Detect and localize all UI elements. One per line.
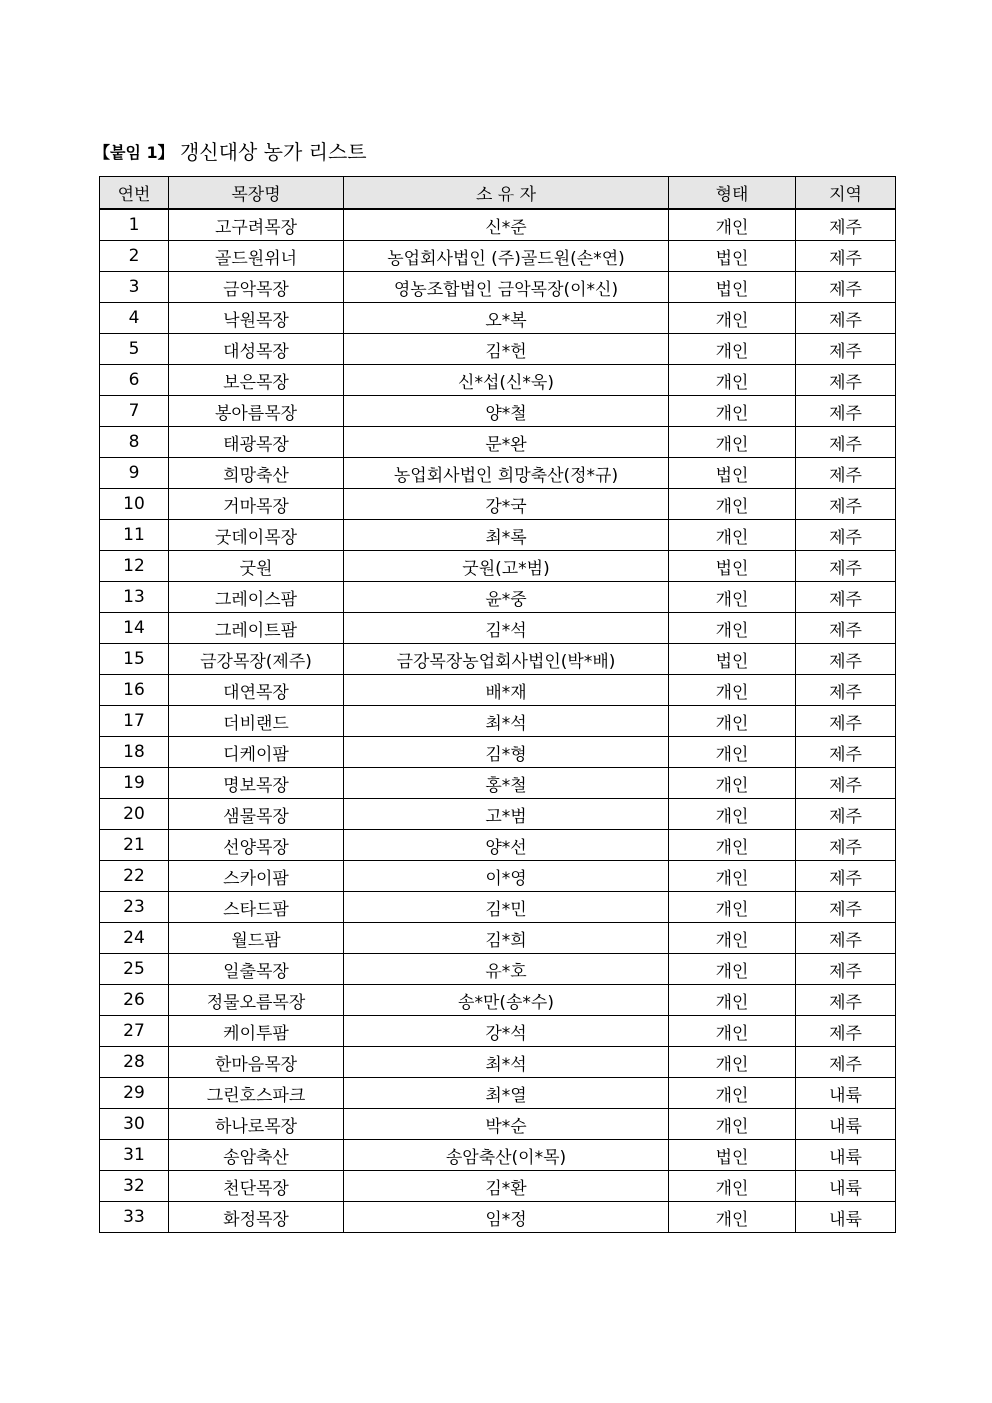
cell-farm-name: 그린호스파크 [169,1078,344,1109]
cell-region: 제주 [796,241,896,272]
cell-region: 제주 [796,985,896,1016]
cell-type: 개인 [669,365,796,396]
cell-type: 개인 [669,520,796,551]
cell-number: 4 [100,303,169,334]
cell-region: 제주 [796,737,896,768]
cell-region: 제주 [796,303,896,334]
table-row [100,582,896,613]
cell-farm-name: 디케이팜 [169,737,344,768]
table-row [100,830,896,861]
table-row [100,365,896,396]
cell-farm-name: 금강목장(제주) [169,644,344,675]
cell-farm-name: 송암축산 [169,1140,344,1171]
header-region: 지역 [796,177,896,210]
cell-owner: 문*완 [344,427,669,458]
cell-number: 17 [100,706,169,737]
cell-farm-name: 고구려목장 [169,209,344,241]
cell-number: 3 [100,272,169,303]
table-row [100,675,896,706]
cell-type: 개인 [669,1078,796,1109]
table-row [100,799,896,830]
cell-farm-name: 그레이스팜 [169,582,344,613]
cell-farm-name: 일출목장 [169,954,344,985]
cell-farm-name: 태광목장 [169,427,344,458]
cell-type: 개인 [669,799,796,830]
cell-region: 제주 [796,582,896,613]
cell-number: 28 [100,1047,169,1078]
cell-owner: 신*섭(신*욱) [344,365,669,396]
cell-farm-name: 굿원 [169,551,344,582]
header-type: 형태 [669,177,796,210]
cell-region: 제주 [796,861,896,892]
cell-farm-name: 선양목장 [169,830,344,861]
table-row [100,923,896,954]
cell-number: 13 [100,582,169,613]
table-row [100,644,896,675]
cell-owner: 임*정 [344,1202,669,1233]
cell-number: 15 [100,644,169,675]
cell-type: 개인 [669,675,796,706]
table-row [100,1047,896,1078]
table-row [100,1171,896,1202]
table-row [100,1109,896,1140]
cell-owner: 굿원(고*범) [344,551,669,582]
table-row [100,551,896,582]
cell-farm-name: 보은목장 [169,365,344,396]
cell-number: 29 [100,1078,169,1109]
cell-region: 제주 [796,396,896,427]
cell-region: 제주 [796,675,896,706]
cell-region: 제주 [796,613,896,644]
cell-number: 32 [100,1171,169,1202]
cell-type: 개인 [669,582,796,613]
cell-region: 내륙 [796,1171,896,1202]
cell-owner: 김*석 [344,613,669,644]
cell-type: 개인 [669,1109,796,1140]
cell-owner: 오*복 [344,303,669,334]
cell-region: 제주 [796,458,896,489]
cell-region: 제주 [796,768,896,799]
header-farm-name: 목장명 [169,177,344,210]
cell-owner: 김*헌 [344,334,669,365]
cell-type: 개인 [669,830,796,861]
cell-farm-name: 대연목장 [169,675,344,706]
cell-region: 내륙 [796,1140,896,1171]
cell-type: 개인 [669,613,796,644]
cell-type: 개인 [669,396,796,427]
cell-number: 10 [100,489,169,520]
cell-number: 25 [100,954,169,985]
header-owner: 소 유 자 [344,177,669,210]
table-row [100,334,896,365]
cell-owner: 최*석 [344,706,669,737]
cell-region: 제주 [796,209,896,241]
title-text: 갱신대상 농가 리스트 [179,140,367,164]
table-row [100,427,896,458]
cell-region: 제주 [796,489,896,520]
cell-number: 33 [100,1202,169,1233]
cell-number: 23 [100,892,169,923]
cell-owner: 윤*중 [344,582,669,613]
cell-number: 22 [100,861,169,892]
cell-region: 제주 [796,799,896,830]
cell-region: 내륙 [796,1078,896,1109]
cell-region: 제주 [796,923,896,954]
cell-farm-name: 그레이트팜 [169,613,344,644]
cell-farm-name: 금악목장 [169,272,344,303]
table-row [100,1140,896,1171]
table-row [100,489,896,520]
cell-type: 법인 [669,458,796,489]
cell-farm-name: 정물오름목장 [169,985,344,1016]
table-row [100,241,896,272]
cell-owner: 최*석 [344,1047,669,1078]
table-row [100,520,896,551]
cell-region: 제주 [796,706,896,737]
cell-owner: 송암축산(이*목) [344,1140,669,1171]
cell-owner: 금강목장농업회사법인(박*배) [344,644,669,675]
cell-number: 20 [100,799,169,830]
table-row [100,1078,896,1109]
cell-number: 12 [100,551,169,582]
table-row [100,613,896,644]
attachment-label: 【붙임 1】 [94,143,174,162]
cell-farm-name: 샘물목장 [169,799,344,830]
cell-type: 개인 [669,1171,796,1202]
table-row [100,272,896,303]
cell-type: 법인 [669,1140,796,1171]
cell-number: 7 [100,396,169,427]
cell-number: 30 [100,1109,169,1140]
cell-region: 제주 [796,272,896,303]
cell-farm-name: 거마목장 [169,489,344,520]
cell-farm-name: 희망축산 [169,458,344,489]
cell-farm-name: 케이투팜 [169,1016,344,1047]
cell-type: 개인 [669,1047,796,1078]
cell-type: 개인 [669,489,796,520]
table-row [100,1202,896,1233]
cell-region: 제주 [796,1047,896,1078]
cell-number: 14 [100,613,169,644]
cell-type: 개인 [669,427,796,458]
cell-region: 제주 [796,644,896,675]
table-row [100,861,896,892]
cell-region: 제주 [796,954,896,985]
cell-type: 개인 [669,737,796,768]
cell-type: 개인 [669,892,796,923]
cell-farm-name: 봉아름목장 [169,396,344,427]
table-row [100,985,896,1016]
cell-owner: 고*범 [344,799,669,830]
cell-owner: 양*철 [344,396,669,427]
cell-region: 제주 [796,427,896,458]
cell-type: 개인 [669,923,796,954]
cell-owner: 이*영 [344,861,669,892]
table-row [100,1016,896,1047]
table-row [100,458,896,489]
cell-type: 개인 [669,985,796,1016]
table-row [100,209,896,241]
cell-owner: 영농조합법인 금악목장(이*신) [344,272,669,303]
cell-type: 개인 [669,209,796,241]
cell-region: 제주 [796,830,896,861]
cell-farm-name: 천단목장 [169,1171,344,1202]
table-row [100,396,896,427]
cell-number: 19 [100,768,169,799]
cell-type: 개인 [669,954,796,985]
document-title [94,136,367,165]
cell-type: 개인 [669,861,796,892]
table-row [100,954,896,985]
cell-farm-name: 굿데이목장 [169,520,344,551]
cell-owner: 양*선 [344,830,669,861]
table-row [100,737,896,768]
cell-number: 8 [100,427,169,458]
cell-region: 제주 [796,520,896,551]
cell-owner: 신*준 [344,209,669,241]
cell-owner: 홍*철 [344,768,669,799]
table-header-row [100,177,896,210]
cell-owner: 김*환 [344,1171,669,1202]
cell-number: 5 [100,334,169,365]
cell-number: 26 [100,985,169,1016]
cell-type: 법인 [669,272,796,303]
table-row [100,768,896,799]
cell-farm-name: 스카이팜 [169,861,344,892]
cell-owner: 김*민 [344,892,669,923]
cell-number: 16 [100,675,169,706]
cell-number: 18 [100,737,169,768]
cell-type: 개인 [669,303,796,334]
cell-owner: 박*순 [344,1109,669,1140]
cell-number: 27 [100,1016,169,1047]
cell-owner: 최*록 [344,520,669,551]
cell-number: 31 [100,1140,169,1171]
cell-type: 법인 [669,551,796,582]
cell-farm-name: 대성목장 [169,334,344,365]
cell-type: 개인 [669,768,796,799]
cell-owner: 김*형 [344,737,669,768]
cell-number: 1 [100,209,169,241]
cell-owner: 유*호 [344,954,669,985]
cell-type: 개인 [669,706,796,737]
cell-number: 11 [100,520,169,551]
cell-number: 24 [100,923,169,954]
cell-owner: 농업회사법인 (주)골드원(손*연) [344,241,669,272]
cell-type: 법인 [669,241,796,272]
cell-region: 제주 [796,365,896,396]
cell-region: 제주 [796,334,896,365]
cell-farm-name: 더비랜드 [169,706,344,737]
cell-region: 내륙 [796,1109,896,1140]
table-row [100,303,896,334]
cell-region: 제주 [796,892,896,923]
cell-number: 2 [100,241,169,272]
cell-owner: 송*만(송*수) [344,985,669,1016]
cell-type: 법인 [669,644,796,675]
cell-number: 6 [100,365,169,396]
cell-region: 제주 [796,551,896,582]
cell-farm-name: 월드팜 [169,923,344,954]
cell-owner: 최*열 [344,1078,669,1109]
header-number: 연번 [100,177,169,210]
cell-owner: 강*국 [344,489,669,520]
cell-number: 21 [100,830,169,861]
cell-farm-name: 스타드팜 [169,892,344,923]
cell-farm-name: 하나로목장 [169,1109,344,1140]
cell-farm-name: 한마음목장 [169,1047,344,1078]
cell-region: 내륙 [796,1202,896,1233]
cell-owner: 김*희 [344,923,669,954]
cell-number: 9 [100,458,169,489]
cell-farm-name: 골드원위너 [169,241,344,272]
cell-type: 개인 [669,1202,796,1233]
cell-owner: 강*석 [344,1016,669,1047]
cell-region: 제주 [796,1016,896,1047]
cell-type: 개인 [669,334,796,365]
table-row [100,706,896,737]
cell-owner: 농업회사법인 희망축산(정*규) [344,458,669,489]
cell-farm-name: 화정목장 [169,1202,344,1233]
cell-type: 개인 [669,1016,796,1047]
cell-farm-name: 명보목장 [169,768,344,799]
table-row [100,892,896,923]
cell-owner: 배*재 [344,675,669,706]
farm-list-table [99,176,896,1233]
cell-farm-name: 낙원목장 [169,303,344,334]
